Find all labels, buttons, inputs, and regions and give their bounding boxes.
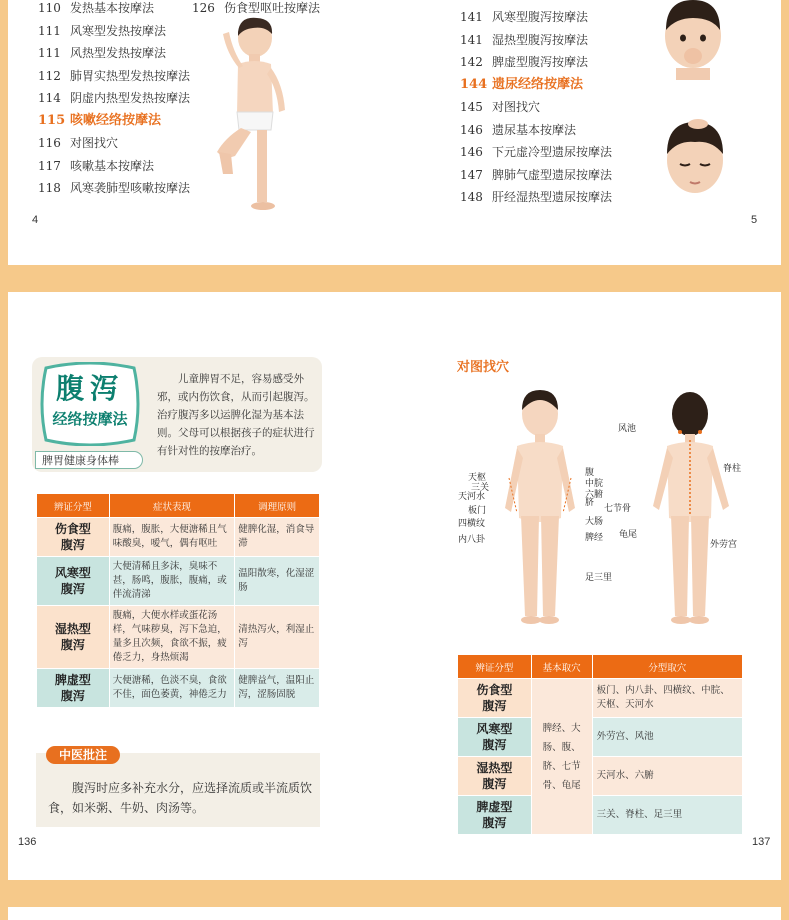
tcm-note-tag: 中医批注: [46, 746, 120, 764]
toc-title: 风寒袭肺型咳嗽按摩法: [70, 181, 191, 195]
toc-item[interactable]: [460, 164, 612, 187]
acupoint-label: 龟尾: [619, 530, 638, 540]
toc-title: 对图找穴: [70, 136, 119, 150]
toc-item[interactable]: 126 伤食型呕吐按摩法: [192, 1, 321, 15]
toc-title: 遗尿经络按摩法: [492, 76, 584, 92]
toc-item[interactable]: [38, 20, 190, 43]
toc-page-number: 147: [460, 167, 483, 182]
toc-item[interactable]: [38, 0, 190, 20]
toc-page-number: 115: [38, 112, 66, 128]
toc-title: 咳嗽基本按摩法: [70, 158, 155, 173]
toc-item[interactable]: [460, 186, 612, 209]
table-header: 调理原则: [235, 494, 320, 518]
acupoint-label: 脐: [585, 498, 595, 508]
page-number-4: 4: [32, 214, 39, 226]
diarrhea-type: 脾虚型 腹泻: [37, 669, 110, 708]
toc-item[interactable]: [38, 155, 190, 178]
acupoint-label: 风池: [618, 424, 637, 434]
type-acupoints: 天河水、六腑: [592, 757, 742, 796]
acupoint-label: 腹: [585, 468, 595, 478]
toc-page-number: 141: [460, 10, 483, 24]
acupoint-label: 内八卦: [458, 535, 486, 545]
diarrhea-type: 脾虚型 腹泻: [458, 796, 532, 835]
acupoint-label: 天枢: [468, 473, 487, 483]
principle-cell: 健脾益气，温阳止泻，涩肠固脱: [235, 669, 320, 708]
toc-title: 风寒型发热按摩法: [70, 23, 167, 38]
symptom-table: [36, 493, 320, 708]
intro-text: 儿童脾胃不足，容易感受外邪，或内伤饮食，从而引起腹泻。治疗腹泻多以运脾化湿为基本法则。父母可以根据孩子的症状进行有针对性的按摩治疗。: [157, 373, 315, 457]
type-acupoints: 板门、内八卦、四横纹、中脘、天枢、天河水: [592, 679, 742, 718]
intro-title: 腹泻: [55, 372, 124, 405]
toc-page-number: 117: [38, 158, 61, 173]
table-header: 辨证分型: [458, 655, 532, 679]
table-header: 基本取穴: [531, 655, 592, 679]
toc-title: 下元虚冷型遗尿按摩法: [492, 145, 613, 159]
table-header: 分型取穴: [592, 655, 742, 679]
toc-page-number: 111: [38, 23, 61, 38]
toc-item[interactable]: [460, 141, 612, 164]
toc-item[interactable]: [38, 177, 190, 200]
acupoint-label: 天河水: [458, 492, 486, 502]
toc-page-number: 111: [38, 46, 61, 60]
toc-page-number: 110: [38, 1, 61, 15]
diarrhea-type: 伤食型 腹泻: [37, 518, 110, 557]
type-acupoints: 外劳宫、风池: [592, 718, 742, 757]
acupoint-label: 脊柱: [723, 464, 742, 474]
toc-page-number: 148: [460, 190, 483, 204]
diarrhea-type: 伤食型 腹泻: [458, 679, 532, 718]
table-row: [37, 518, 320, 557]
toc-title: 遗尿基本按摩法: [492, 122, 577, 137]
toc-page-number: 142: [460, 55, 483, 69]
table-row: [37, 669, 320, 708]
toc-item[interactable]: [38, 65, 190, 88]
basic-acupoints: 脾经、大肠、腹、脐、七节骨、龟尾: [531, 679, 592, 835]
table-row: [37, 606, 320, 669]
page-number-136: 136: [18, 836, 37, 848]
toc-title: 风寒型腹泻按摩法: [492, 10, 589, 24]
toc-page-number: 144: [460, 76, 488, 92]
toc-page-number: 146: [460, 122, 483, 137]
symptom-cell: 腹痛，腹胀，大便溏稀且气味酸臭，嗳气，偶有呕吐: [109, 518, 235, 557]
intro-subtitle: 经络按摩法: [52, 410, 128, 428]
acupoint-label: 七节骨: [604, 504, 632, 514]
brand-label: 脾胃健康身体棒: [35, 451, 143, 469]
toc-title: 对图找穴: [492, 100, 541, 114]
acupoint-label: 六腑: [585, 490, 604, 500]
acupoint-label: 脾经: [585, 533, 604, 543]
toc-item[interactable]: [38, 132, 190, 155]
child-standing-illustration: [205, 14, 295, 212]
acupoint-label: 板门: [468, 506, 487, 516]
page-number-5: 5: [751, 214, 758, 226]
toc-item[interactable]: [460, 96, 612, 119]
toc-page-number: 112: [38, 68, 61, 83]
toc-item[interactable]: [460, 6, 612, 29]
principle-cell: 清热泻火，利湿止泻: [235, 606, 320, 669]
table-row: [37, 557, 320, 606]
toc-title: 肝经湿热型遗尿按摩法: [492, 190, 613, 204]
toc-title: 风热型发热按摩法: [70, 46, 167, 60]
principle-cell: 温阳散寒，化湿涩肠: [235, 557, 320, 606]
section-title: 对图找穴: [457, 359, 510, 374]
principle-cell: 健脾化湿，消食导滞: [235, 518, 320, 557]
toc-title: 脾虚型腹泻按摩法: [492, 55, 589, 69]
toc-title: 湿热型腹泻按摩法: [492, 32, 589, 47]
toc-page-number: 116: [38, 136, 61, 150]
toc-title: 肺胃实热型发热按摩法: [70, 68, 191, 83]
acupoint-label: 三关: [471, 483, 490, 493]
child-front-acupoint-figure: [495, 388, 585, 628]
acupoint-label: 足三里: [585, 573, 613, 583]
diarrhea-type: 湿热型 腹泻: [458, 757, 532, 796]
symptom-cell: 大便溏稀，色淡不臭，食欲不佳，面色萎黄，神倦乏力: [109, 669, 235, 708]
diarrhea-type: 湿热型 腹泻: [37, 606, 110, 669]
acupoint-label: 四横纹: [458, 519, 486, 529]
table-row: [458, 757, 743, 796]
child-back-acupoint-figure: [645, 388, 740, 628]
acupoint-table: [457, 654, 743, 835]
table-row: [458, 718, 743, 757]
acupoint-label: 中脘: [585, 479, 604, 489]
next-page-edge: [8, 907, 781, 920]
table-row: [458, 796, 743, 835]
type-acupoints: 三关、脊柱、足三里: [592, 796, 742, 835]
toc-item[interactable]: [38, 87, 190, 110]
toc-title: 发热基本按摩法: [70, 1, 155, 15]
diarrhea-type: 风寒型 腹泻: [37, 557, 110, 606]
toc-page-number: 141: [460, 32, 483, 47]
toc-left: [38, 0, 190, 200]
toc-item[interactable]: [460, 119, 612, 142]
toc-page-number: 118: [38, 181, 61, 195]
toc-item[interactable]: [460, 51, 612, 74]
tcm-note-text: 腹泻时应多补充水分，应选择流质或半流质饮食，如米粥、牛奶、肉汤等。: [48, 781, 313, 815]
toc-page-number: 145: [460, 100, 483, 114]
toc-item[interactable]: [38, 110, 190, 133]
page-number-137: 137: [752, 836, 771, 848]
acupoint-label: 大肠: [585, 517, 604, 527]
toc-item[interactable]: [460, 29, 612, 52]
table-header: 辨证分型: [37, 494, 110, 518]
toc-title: 脾肺气虚型遗尿按摩法: [492, 167, 613, 182]
table-header: 症状表现: [109, 494, 235, 518]
toc-title: 咳嗽经络按摩法: [70, 112, 162, 128]
toc-title: 阴虚内热型发热按摩法: [70, 91, 191, 105]
table-row: [458, 679, 743, 718]
toc-page-number: 114: [38, 91, 61, 105]
child-face-illustration-2: [664, 118, 726, 204]
acupoint-label: 外劳宫: [710, 540, 738, 550]
symptom-cell: 腹痛，大便水样或蛋花汤样，气味秽臭，泻下急迫，量多且次频，食欲不振，疲倦乏力，身热烦渴: [109, 606, 235, 669]
toc-item[interactable]: [460, 74, 612, 97]
toc-item[interactable]: [38, 42, 190, 65]
diarrhea-type: 风寒型 腹泻: [458, 718, 532, 757]
toc-right: [460, 6, 612, 209]
symptom-cell: 大便清稀且多沫，臭味不甚，肠鸣，腹胀，腹痛，或伴流清涕: [109, 557, 235, 606]
toc-page-number: 146: [460, 145, 483, 159]
child-face-illustration-1: [662, 0, 724, 80]
